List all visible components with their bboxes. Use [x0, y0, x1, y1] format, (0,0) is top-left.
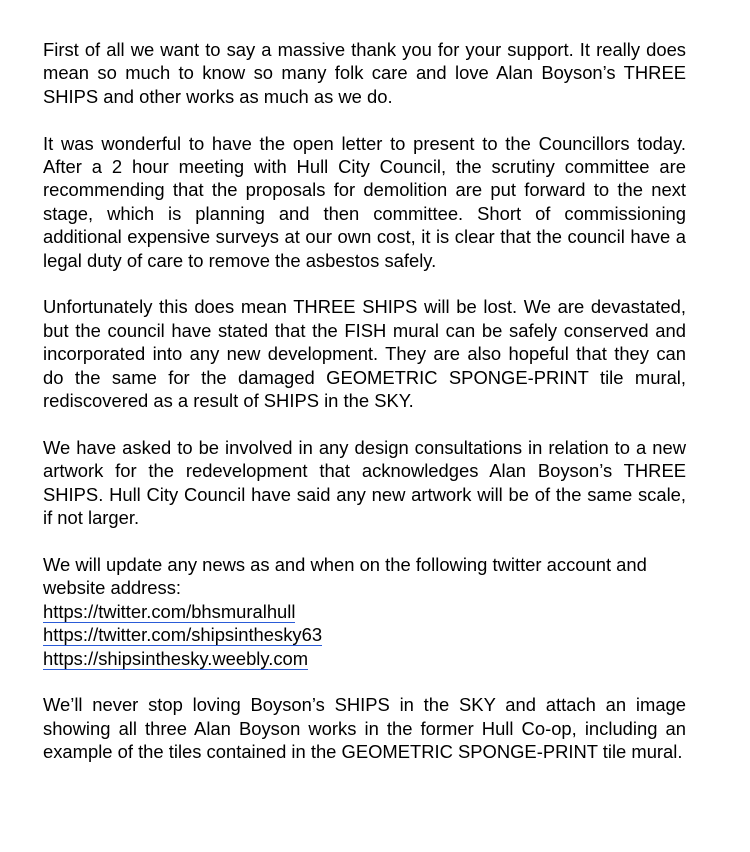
document-page [43, 38, 686, 787]
paragraph-three-ships-lost: Unfortunately this does mean THREE SHIPS will be lost. We are devastated, but the council have stated that the FISH mural can be safely conserved and incorporated into any new development. They are also hopeful that they can do the same for the damaged GEOMETRIC SPONGE-PRINT tile mural, rediscovered as a result of SHIPS in the SKY. [43, 296, 686, 412]
paragraph-design-consultation: We have asked to be involved in any design consultations in relation to a new artwork for the redevelopment that acknowledges Alan Boyson’s THREE SHIPS. Hull City Council have said any new artwork will be of the same scale, if not larger. [43, 436, 686, 529]
link-twitter-shipsinthesky63[interactable]: https://twitter.com/shipsinthesky63 [43, 624, 323, 646]
updates-section [43, 553, 686, 670]
link-line-twitter-bhsmuralhull [43, 600, 686, 623]
link-line-twitter-shipsinthesky63 [43, 623, 686, 646]
paragraph-closing: We’ll never stop loving Boyson’s SHIPS in the SKY and attach an image showing all three Alan Boyson works in the former Hull Co-op, including an example of the tiles contained in the GEOMETRIC SPONGE-PRINT tile mural. [43, 694, 686, 763]
updates-intro-text: We will update any news as and when on the following twitter account and website address: [43, 553, 647, 599]
link-website-shipsinthesky[interactable]: https://shipsinthesky.weebly.com [43, 647, 309, 669]
link-line-website [43, 647, 686, 670]
paragraph-meeting: It was wonderful to have the open letter to present to the Councillors today. After a 2 hour meeting with Hull City Council, the scrutiny committee are recommending that the proposals for demolition are put forward to the next stage, which is planning and then committee. Short of commissioning additional expensive surveys at our own cost, it is clear that the council have a legal duty of care to remove the asbestos safely. [43, 132, 686, 271]
link-twitter-bhsmuralhull[interactable]: https://twitter.com/bhsmuralhull [43, 600, 296, 622]
paragraph-thanks: First of all we want to say a massive thank you for your support. It really does mean so much to know so many folk care and love Alan Boyson’s THREE SHIPS and other works as much as we do. [43, 39, 686, 107]
